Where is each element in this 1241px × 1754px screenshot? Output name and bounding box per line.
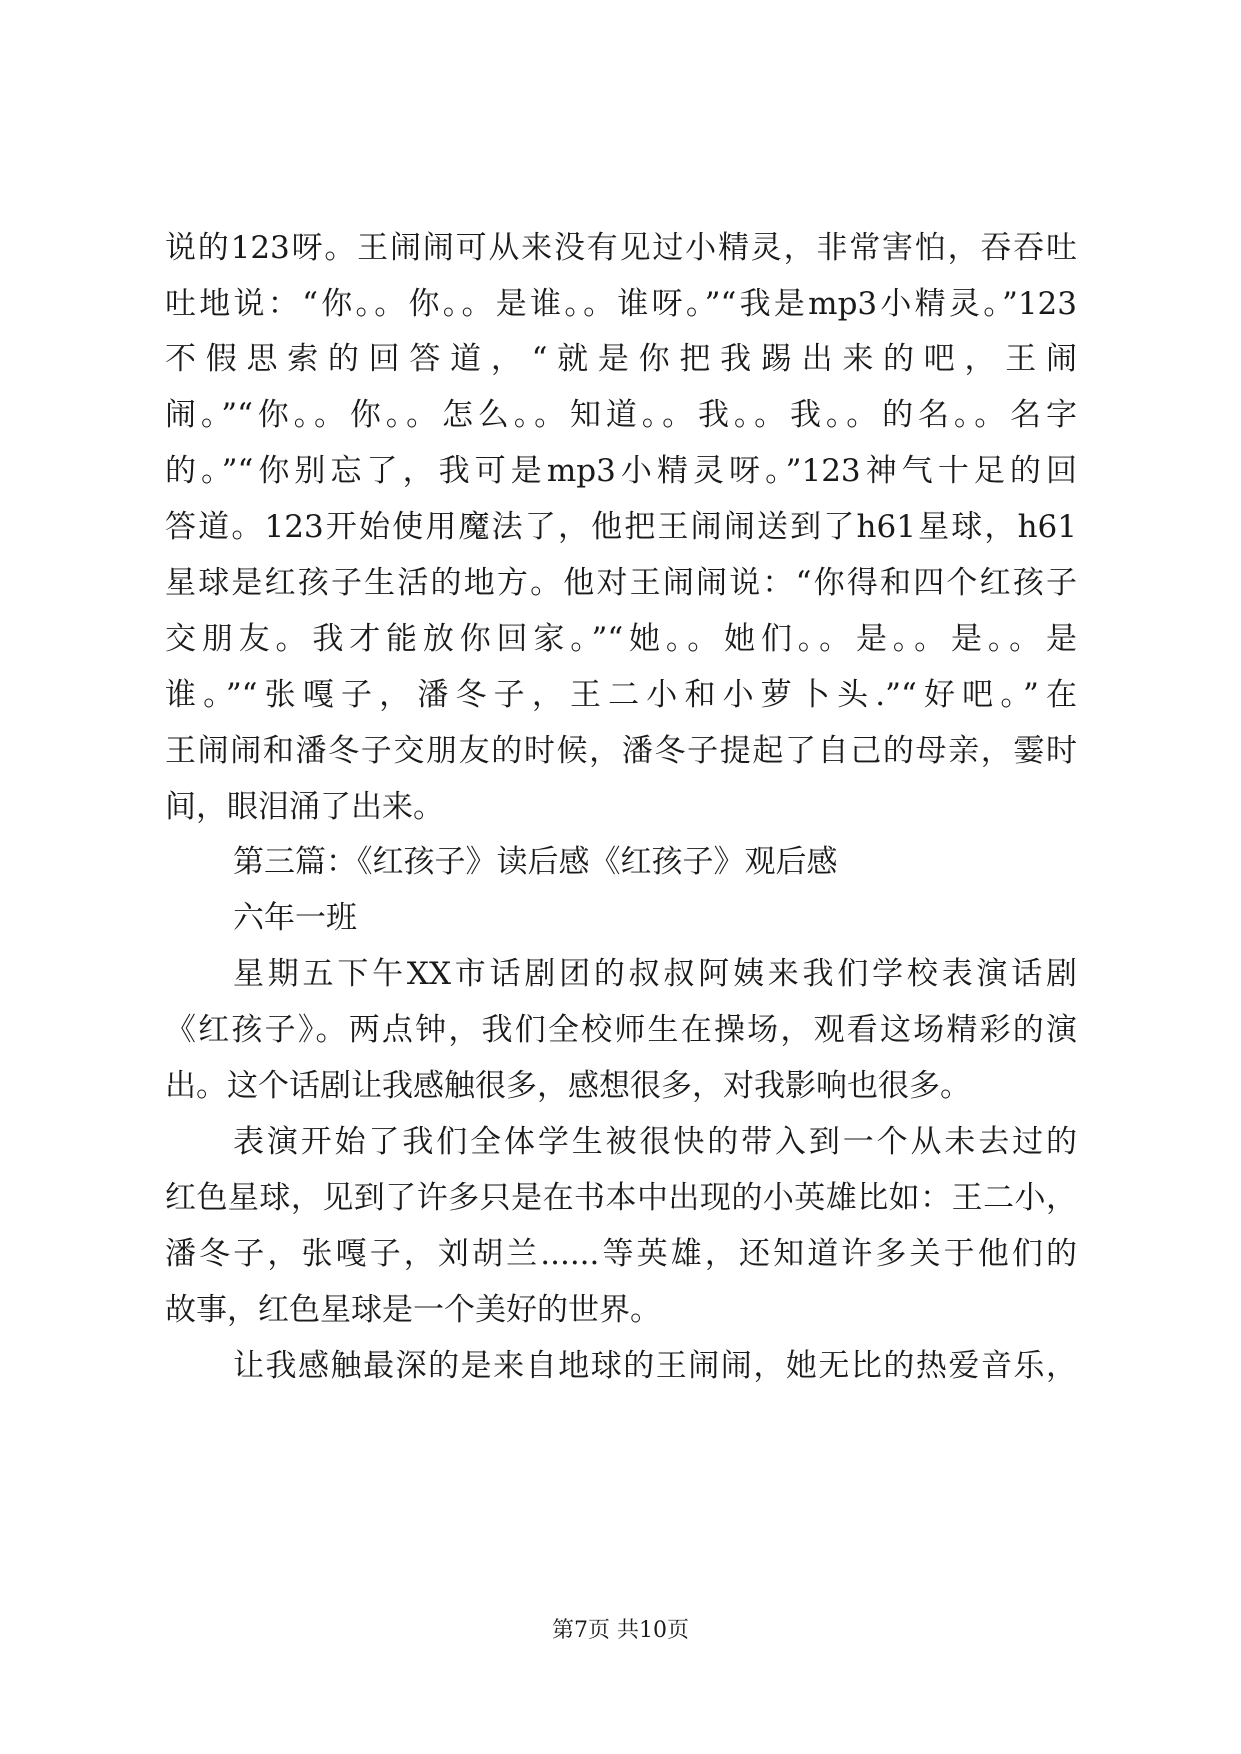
text-line: 表演开始了我们全体学生被很快的带入到一个从未去过的 bbox=[233, 1124, 1077, 1160]
text-line: 的。”“你别忘了，我可是mp3小精灵呀。”123神气十足的回 bbox=[165, 453, 1077, 489]
text-line: 答道。123开始使用魔法了，他把王闹闹送到了h61星球，h61 bbox=[165, 509, 1077, 545]
text-line: 说的123呀。王闹闹可从来没有见过小精灵，非常害怕，吞吞吐 bbox=[165, 230, 1077, 266]
text-line: 出。这个话剧让我感触很多，感想很多，对我影响也很多。 bbox=[165, 1068, 971, 1104]
text-line: 让我感触最深的是来自地球的王闹闹，她无比的热爱音乐， bbox=[233, 1348, 1077, 1384]
text-line: 谁。”“张嘎子，潘冬子，王二小和小萝卜头.”“好吧。”在 bbox=[165, 677, 1077, 713]
text-line: 星期五下午XX市话剧团的叔叔阿姨来我们学校表演话剧 bbox=[233, 956, 1077, 992]
text-line: 潘冬子，张嘎子，刘胡兰......等英雄，还知道许多关于他们的 bbox=[165, 1236, 1077, 1272]
text-line: 交朋友。我才能放你回家。”“她。。她们。。是。。是。。是 bbox=[165, 621, 1077, 657]
text-line: 《红孩子》。两点钟，我们全校师生在操场，观看这场精彩的演 bbox=[165, 1012, 1077, 1048]
text-line: 闹。”“你。。你。。怎么。。知道。。我。。我。。的名。。名字 bbox=[165, 397, 1077, 433]
text-line: 王闹闹和潘冬子交朋友的时候，潘冬子提起了自己的母亲，霎时 bbox=[165, 733, 1077, 769]
section-heading: 第三篇：《红孩子》读后感《红孩子》观后感 bbox=[233, 844, 838, 880]
page-number-footer: 第7页 共10页 bbox=[552, 1618, 689, 1643]
text-line: 间，眼泪涌了出来。 bbox=[165, 789, 444, 825]
text-line: 星球是红孩子生活的地方。他对王闹闹说：“你得和四个红孩子 bbox=[165, 565, 1077, 601]
text-line: 吐地说：“你。。你。。是谁。。谁呀。”“我是mp3小精灵。”123 bbox=[165, 286, 1077, 322]
text-line: 不假思索的回答道，“就是你把我踢出来的吧，王闹 bbox=[165, 341, 1077, 377]
class-label: 六年一班 bbox=[233, 900, 357, 936]
text-line: 故事，红色星球是一个美好的世界。 bbox=[165, 1292, 661, 1328]
text-line: 红色星球，见到了许多只是在书本中出现的小英雄比如：王二小， bbox=[165, 1180, 1077, 1216]
